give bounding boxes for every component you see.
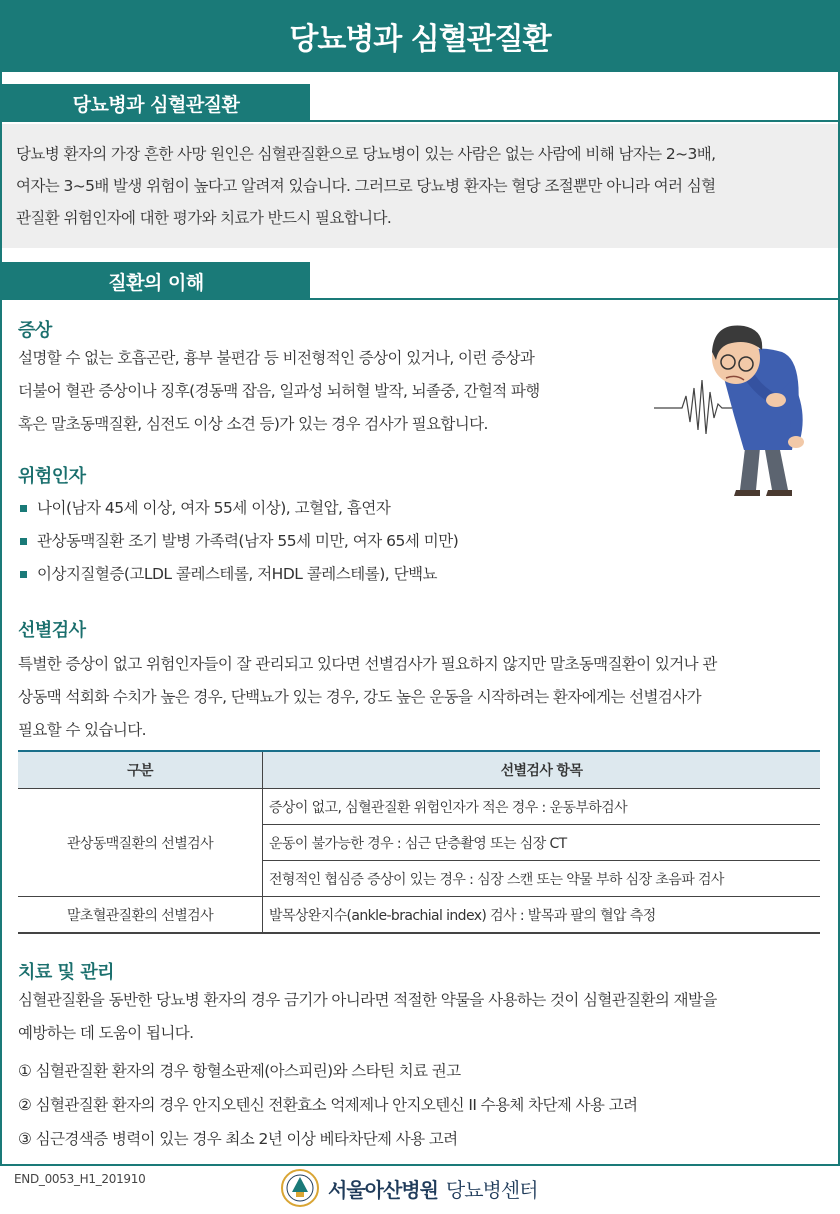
table-row (18, 897, 820, 934)
screening-line: 특별한 증상이 없고 위험인자들이 잘 관리되고 있다면 선별검사가 필요하지 않지만 말초동맥질환이 있거나 관 (18, 655, 717, 673)
symptoms-text (18, 342, 540, 441)
treatment-line: 예방하는 데 도움이 됩니다. (18, 1024, 194, 1042)
table-cell: 운동이 불가능한 경우 : 심근 단층촬영 또는 심장 CT (263, 825, 821, 861)
list-item (18, 558, 458, 591)
hospital-logo (280, 1168, 538, 1208)
risk-factor-text: 이상지질혈증(고LDL 콜레스테롤, 저HDL 콜레스테롤), 단백뇨 (37, 565, 438, 583)
table-row (18, 789, 820, 825)
page-title: 당뇨병과 심혈관질환 (0, 0, 840, 72)
table-cell: 증상이 없고, 심혈관질환 위험인자가 적은 경우 : 운동부하검사 (263, 789, 821, 825)
list-item: ② 심혈관질환 환자의 경우 안지오텐신 전환효소 억제제나 안지오텐신 II 수용체 차단제 사용 고려 (18, 1096, 638, 1114)
section-divider (2, 120, 838, 122)
chest-pain-illustration (652, 300, 828, 500)
risk-factor-text: 나이(남자 45세 이상, 여자 55세 이상), 고혈압, 흡연자 (37, 499, 391, 517)
screening-line: 필요할 수 있습니다. (18, 721, 146, 739)
risk-factor-list (18, 492, 458, 591)
section-tab-understanding: 질환의 이해 (2, 262, 310, 300)
treatment-text (18, 984, 717, 1050)
screening-line: 상동맥 석회화 수치가 높은 경우, 단백뇨가 있는 경우, 강도 높은 운동을 시작하려는 환자에게는 선별검사가 (18, 688, 701, 706)
bullet-square-icon (20, 505, 27, 512)
list-item (18, 492, 458, 525)
list-item: ① 심혈관질환 환자의 경우 항혈소판제(아스피린)와 스타틴 치료 권고 (18, 1062, 461, 1080)
intro-line: 관질환 위험인자에 대한 평가와 치료가 반드시 필요합니다. (16, 209, 392, 227)
treatment-list (18, 1054, 637, 1156)
section-tab-diabetes-cvd: 당뇨병과 심혈관질환 (2, 84, 310, 122)
risk-factors-heading: 위험인자 (18, 466, 86, 487)
list-item (18, 525, 458, 558)
document-code: END_0053_H1_201910 (14, 1172, 146, 1186)
screening-heading: 선별검사 (18, 620, 86, 641)
risk-factor-text: 관상동맥질환 조기 발병 가족력(남자 55세 미만, 여자 65세 미만) (37, 532, 459, 550)
symptoms-line: 설명할 수 없는 호흡곤란, 흉부 불편감 등 비전형적인 증상이 있거나, 이런 증상과 (18, 349, 535, 367)
center-name: 당뇨병센터 (445, 1177, 538, 1202)
table-header-row (18, 751, 820, 789)
list-item: ③ 심근경색증 병력이 있는 경우 최소 2년 이상 베타차단제 사용 고려 (18, 1130, 458, 1148)
bullet-square-icon (20, 538, 27, 545)
table-header-category: 구분 (18, 751, 263, 789)
hospital-emblem-icon (280, 1168, 320, 1208)
symptoms-heading: 증상 (18, 320, 52, 341)
intro-line: 여자는 3~5배 발생 위험이 높다고 알려져 있습니다. 그러므로 당뇨병 환자는 혈당 조절뿐만 아니라 여러 심혈 (16, 177, 716, 195)
symptoms-line: 더불어 혈관 증상이나 징후(경동맥 잡음, 일과성 뇌허혈 발작, 뇌졸중, 간헐적 파행 (18, 382, 540, 400)
hospital-name: 서울아산병원 (328, 1177, 438, 1202)
symptoms-line: 혹은 말초동맥질환, 심전도 이상 소견 등)가 있는 경우 검사가 필요합니다. (18, 415, 488, 433)
treatment-heading: 치료 및 관리 (18, 962, 114, 983)
screening-table (18, 750, 820, 934)
treatment-line: 심혈관질환을 동반한 당뇨병 환자의 경우 금기가 아니라면 적절한 약물을 사용하는 것이 심혈관질환의 재발을 (18, 991, 717, 1009)
intro-line: 당뇨병 환자의 가장 흔한 사망 원인은 심혈관질환으로 당뇨병이 있는 사람은 없는 사람에 비해 남자는 2~3배, (16, 145, 716, 163)
bullet-square-icon (20, 571, 27, 578)
intro-box (2, 124, 838, 248)
table-group-coronary: 관상동맥질환의 선별검사 (18, 789, 263, 897)
table-cell: 전형적인 협심증 증상이 있는 경우 : 심장 스캔 또는 약물 부하 심장 초음파 검사 (263, 861, 821, 897)
table-group-peripheral: 말초혈관질환의 선별검사 (18, 897, 263, 934)
screening-text (18, 648, 717, 747)
table-cell: 발목상완지수(ankle-brachial index) 검사 : 발목과 팔의 혈압 측정 (263, 897, 821, 934)
table-header-items: 선별검사 항목 (263, 751, 821, 789)
